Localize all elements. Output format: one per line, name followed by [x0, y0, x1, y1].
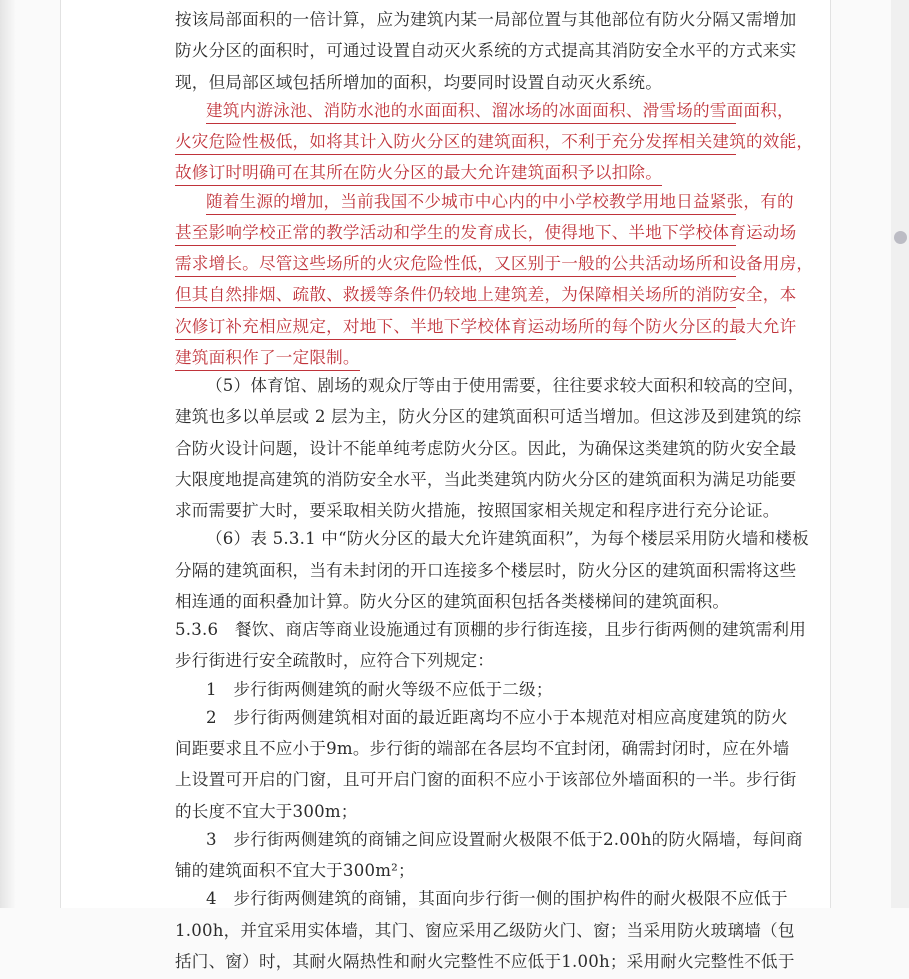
scrollbar-track[interactable]: [891, 0, 909, 908]
document-page: [60, 0, 831, 971]
document-body: [175, 6, 814, 979]
text-line: [175, 9, 797, 37]
line-text: 间距要求且不应小于9m。步行街的端部在各层均不宜封闭，确需封闭时，应在外墙: [175, 739, 790, 758]
line-text: 次修订补充相应规定，对地下、半地下学校体育运动场所的每个防火分区的最大允许: [175, 316, 736, 340]
text-line: [175, 497, 780, 525]
paragraph: [175, 829, 803, 886]
text-line: [175, 131, 814, 159]
text-line: [175, 375, 805, 403]
line-text: 求而需要扩大时，要采取相关防火措施，按照国家相关规定和程序进行充分论证。: [175, 501, 780, 520]
text-line: [175, 769, 797, 797]
text-line: [175, 100, 794, 128]
paragraph: [175, 9, 797, 97]
text-line: [175, 588, 736, 616]
line-text: 需求增长。尽管这些场所的火灾危险性低，又区别于一般的公共活动场所和设备用房，: [175, 253, 736, 277]
line-text: 1 步行街两侧建筑的耐火等级不应低于二级；: [206, 679, 553, 699]
paragraph: [175, 528, 809, 616]
text-line: [175, 191, 794, 219]
line-text: 火灾危险性极低，如将其计入防火分区的建筑面积，不利于充分发挥相关建筑的效能，: [175, 131, 736, 155]
line-text: 防火分区的面积时，可通过设置自动灭火系统的方式提高其消防安全水平的方式来实: [175, 41, 797, 61]
line-text: 相连通的面积叠加计算。防火分区的建筑面积包括各类楼梯间的建筑面积。: [175, 591, 730, 611]
text-line: [175, 40, 797, 68]
line-text: 按该局部面积的一倍计算，应为建筑内某一局部位置与其他部位有防火分隔又需增加: [175, 10, 797, 29]
line-text: 分隔的建筑面积，当有未封闭的开口连接多个楼层时，防火分区的建筑面积需将这些: [175, 560, 797, 580]
line-text: 大限度地提高建筑的消防安全水平，当此类建筑内防火分区的建筑面积为满足功能要: [175, 469, 797, 489]
line-text: 建筑内游泳池、消防水池的水面面积、溜冰场的冰面面积、滑雪场的雪面面积，: [206, 100, 736, 124]
line-text: （5）体育馆、剧场的观众厅等由于使用需要，往往要求较大面积和较高的空间，: [206, 376, 805, 395]
line-text: 5.3.6 餐饮、商店等商业设施通过有顶棚的步行街连接，且步行街两侧的建筑需利用: [175, 620, 807, 639]
line-text: 甚至影响学校正常的教学活动和学生的发育成长，使得地下、半地下学校体育运动场: [175, 222, 736, 246]
text-line: [175, 438, 797, 466]
line-text: 建筑也多以单层或 2 层为主，防火分区的建筑面积可适当增加。但这涉及到建筑的综: [175, 407, 802, 427]
text-line: [175, 676, 736, 704]
revision-paragraph: [175, 100, 814, 188]
line-text: 随着生源的增加，当前我国不少城市中心内的中小学校教学用地日益紧张，有的: [206, 191, 736, 215]
text-line: [175, 253, 814, 281]
line-text: 3 步行街两侧建筑的商铺之间应设置耐火极限不低于2.00h的防火隔墙，每间商: [206, 829, 803, 849]
text-line: [175, 284, 797, 312]
text-line: [175, 829, 803, 857]
text-line: [175, 798, 736, 826]
paragraph: [175, 888, 795, 979]
paragraph: [175, 375, 805, 525]
text-line: [175, 344, 736, 372]
line-text: （6）表 5.3.1 中“防火分区的最大允许建筑面积”，为每个楼层采用防火墙和楼板: [206, 529, 809, 549]
text-line: [175, 406, 802, 434]
line-text: 合防火设计问题，设计不能单纯考虑防火分区。因此，为确保这类建筑的防火安全最: [175, 438, 797, 458]
line-text: 的长度不宜大于300m；: [175, 801, 358, 821]
line-text: 建筑面积作了一定限制。: [175, 347, 360, 371]
line-text: 上设置可开启的门窗，且可开启门窗的面积不应小于该部位外墙面积的一半。步行街: [175, 770, 797, 790]
line-text: 4 步行街两侧建筑的商铺，其面向步行街一侧的围护构件的耐火极限不应低于: [206, 889, 788, 909]
line-text: 现，但局部区域包括所增加的面积，均要同时设置自动灭火系统。: [175, 72, 663, 92]
text-line: [175, 738, 790, 766]
text-line: [175, 69, 736, 97]
text-line: [175, 888, 788, 916]
revision-paragraph: [175, 191, 814, 373]
text-line: [175, 707, 788, 735]
text-line: [175, 560, 797, 588]
paragraph: [175, 676, 736, 704]
line-text: 2 步行街两侧建筑相对面的最近距离均不应小于本规范对相应高度建筑的防火: [206, 707, 788, 727]
text-line: [175, 316, 797, 344]
viewer-background: [0, 0, 16, 908]
text-line: [175, 951, 795, 979]
text-line: [175, 619, 807, 647]
text-line: [175, 857, 736, 885]
line-text: 步行街进行安全疏散时，应符合下列规定：: [175, 651, 495, 671]
text-line: [175, 222, 797, 250]
scrollbar-thumb[interactable]: [894, 231, 907, 244]
text-line: [175, 920, 795, 948]
line-text: 故修订时明确可在其所在防火分区的最大允许建筑面积予以扣除。: [175, 162, 662, 186]
line-text: 括门、窗）时，其耐火隔热性和耐火完整性不应低于1.00h；采用耐火完整性不低于: [175, 951, 795, 971]
line-text: 铺的建筑面积不宜大于300m²；: [175, 861, 415, 880]
text-line: [175, 528, 809, 556]
text-line: [175, 647, 736, 675]
line-text: 1.00h，并宜采用实体墙，其门、窗应采用乙级防火门、窗；当采用防火玻璃墙（包: [175, 920, 795, 940]
line-text: 但其自然排烟、疏散、救援等条件仍较地上建筑差，为保障相关场所的消防安全，本: [175, 284, 736, 308]
paragraph: [175, 619, 807, 676]
paragraph: [175, 707, 797, 826]
text-line: [175, 469, 797, 497]
text-line: [175, 159, 736, 187]
